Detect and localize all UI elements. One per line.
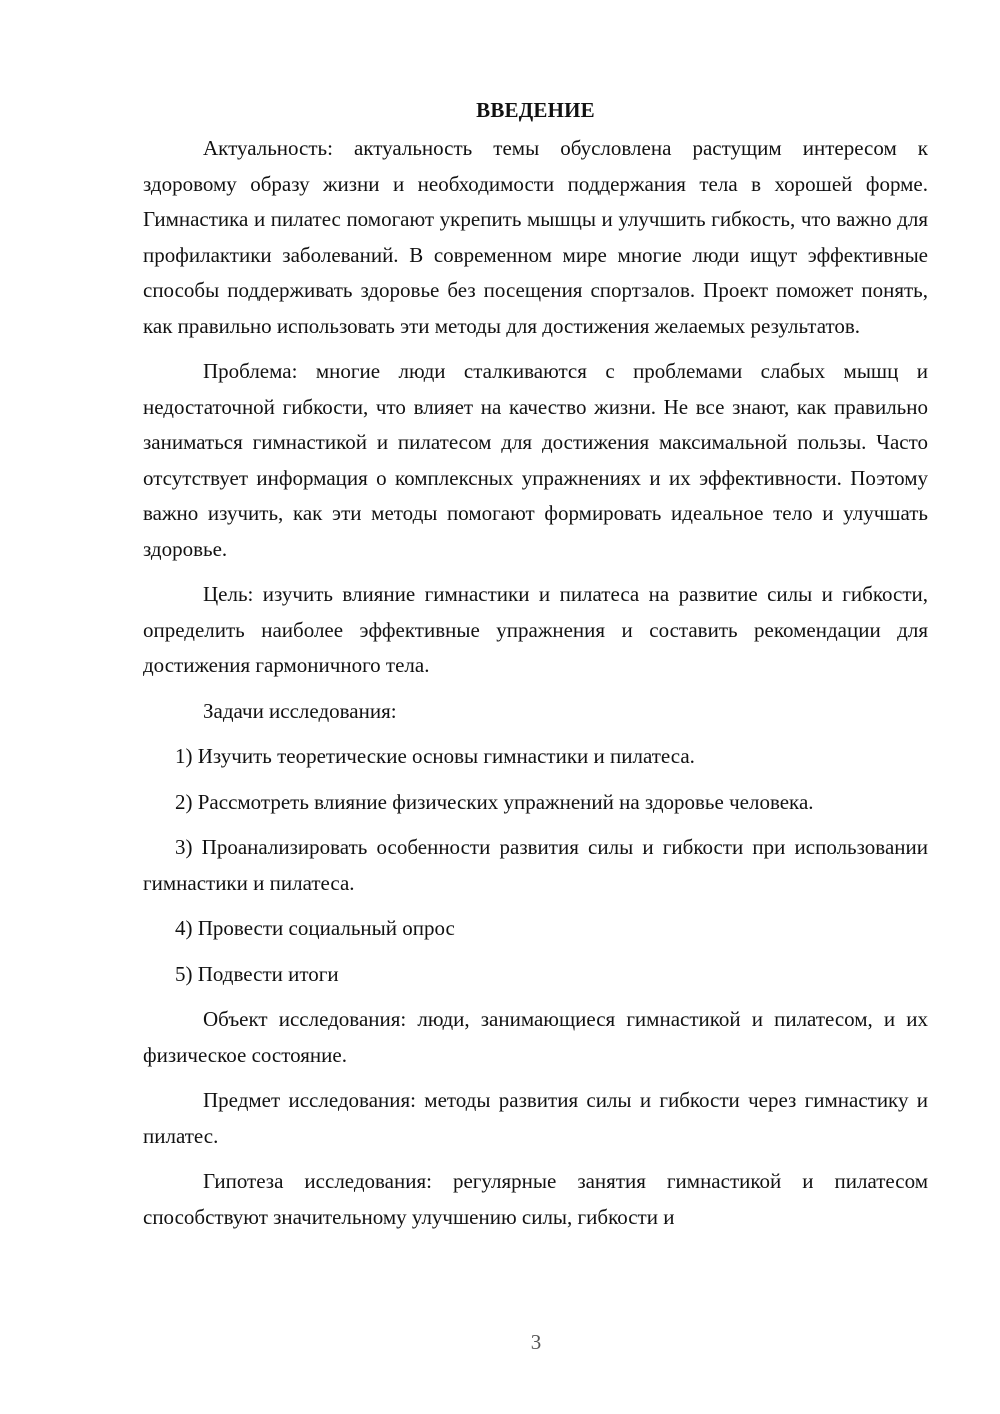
list-item: 1) Изучить теоретические основы гимнастики и пилатеса. [175, 744, 695, 768]
paragraph-subject: Предмет исследования: методы развития силы и гибкости через гимнастику и пилатес. [143, 1088, 928, 1148]
paragraph-object: Объект исследования: люди, занимающиеся гимнастикой и пилатесом, и их физическое состояние. [143, 1007, 928, 1067]
paragraph-problem: Проблема: многие люди сталкиваются с проблемами слабых мышц и недостаточной гибкости, что влияет на качество жизни. Не все знают, как правильно заниматься гимнастикой и пилатесом для достижения максимальной пользы. Часто отсутствует информация о комплексных упражнениях и их эффективности. Поэтому важно изучить, как эти методы помогают формировать идеальное тело и улучшать здоровье. [143, 359, 928, 561]
list-item: 4) Провести социальный опрос [175, 916, 455, 940]
list-item: 2) Рассмотреть влияние физических упражнений на здоровье человека. [175, 789, 814, 814]
paragraph-relevance: Актуальность: актуальность темы обусловлена растущим интересом к здоровому образу жизни и необходимости поддержания тела в хорошей форме. Гимнастика и пилатес помогают укрепить мышцы и улучшить гибкость, что важно для профилактики заболеваний. В современном мире многие люди ищут эффективные способы поддерживать здоровье без посещения спортзалов. Проект поможет понять, как правильно использовать эти методы для достижения желаемых результатов. [143, 136, 928, 338]
paragraph-goal: Цель: изучить влияние гимнастики и пилатеса на развитие силы и гибкости, определить наиболее эффективные упражнения и составить рекомендации для достижения гармоничного тела. [143, 582, 928, 677]
list-item: 5) Подвести итоги [175, 961, 339, 986]
page-number: 3 [530, 1330, 542, 1354]
paragraph-hypothesis: Гипотеза исследования: регулярные занятия гимнастикой и пилатесом способствуют значительному улучшению силы, гибкости и [143, 1169, 928, 1229]
tasks-list [143, 739, 928, 992]
page-title: ВВЕДЕНИЕ [476, 98, 595, 122]
list-item: 3) Проанализировать особенности развития силы и гибкости при использовании гимнастики и пилатеса. [143, 835, 928, 895]
document-page [143, 95, 928, 1245]
tasks-heading: Задачи исследования: [203, 698, 397, 723]
